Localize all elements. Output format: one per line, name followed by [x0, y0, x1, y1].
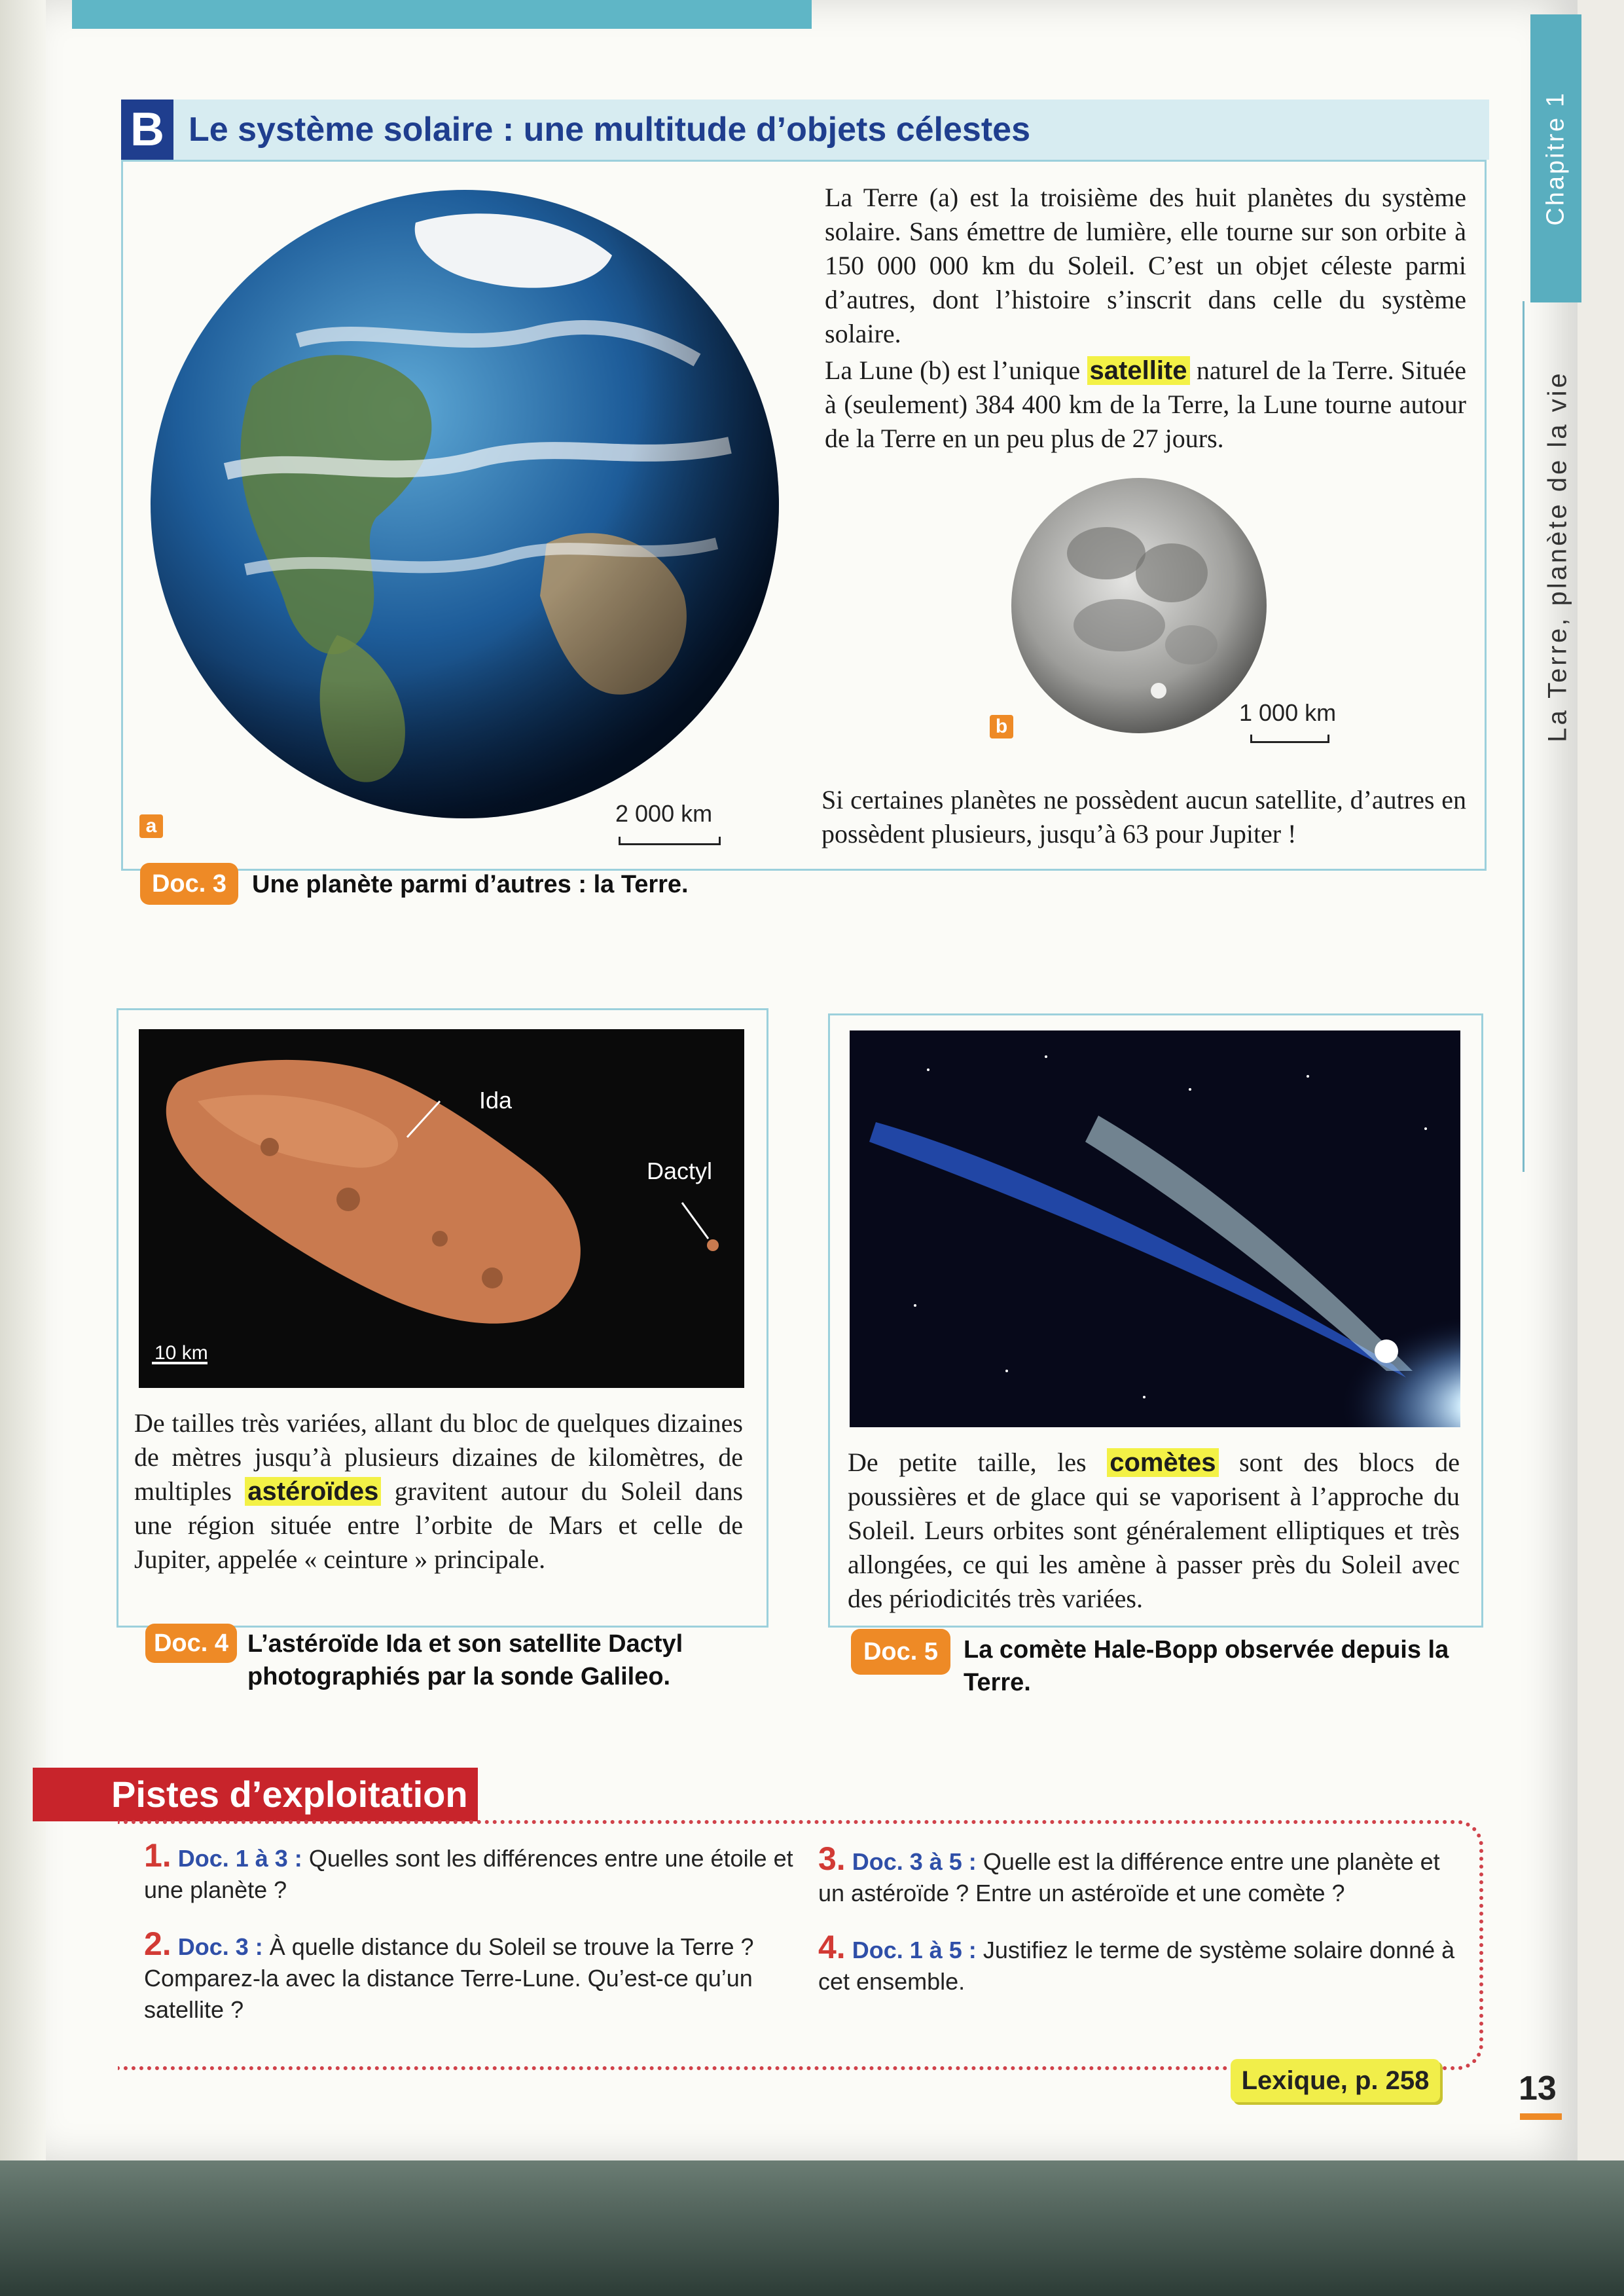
doc3-paragraph-2-start: La Lune (b) est l’unique: [825, 355, 1081, 385]
background-below-page: [0, 2160, 1624, 2296]
question-2-docs: Doc. 3 :: [177, 1933, 263, 1960]
term-asteroides: astéroïdes: [245, 1477, 381, 1506]
doc5-text-end: sont des blocs de poussières et de glace qui se vaporisent à l’approche du Soleil. Leurs orbites sont généralement elliptiques et très allongées, ce qui les amène à passer près du Soleil avec des périodicités très variées.: [848, 1448, 1460, 1613]
asteroid-scale-label: 10 km: [154, 1342, 208, 1364]
doc4-caption: L’astéroïde Ida et son satellite Dactyl photographiés par la sonde Galileo.: [247, 1630, 683, 1690]
question-3-docs: Doc. 3 à 5 :: [852, 1848, 977, 1875]
doc5-text: [848, 1446, 1460, 1616]
page-number: 13: [1519, 2069, 1557, 2107]
doc5-badge: Doc. 5: [851, 1629, 950, 1675]
question-4-docs: Doc. 1 à 5 :: [852, 1937, 977, 1963]
doc4-text: [134, 1406, 743, 1576]
section-letter: B: [121, 100, 173, 160]
question-3-text: Quelle est la différence entre une planète et un astéroïde ? Entre un astéroïde et une comète ?: [818, 1848, 1440, 1906]
label-ida: Ida: [479, 1087, 513, 1114]
doc4-text-end: gravitent autour du Soleil dans une région située entre l’orbite de Mars et celle de Jupiter, appelée « ceinture » principale.: [134, 1476, 744, 1574]
term-cometes: comètes: [1107, 1448, 1218, 1477]
chapter-subtitle: [1538, 308, 1578, 805]
lexique-link[interactable]: Lexique, p. 258: [1231, 2059, 1440, 2102]
question-2: [144, 1925, 799, 2026]
section-title: Le système solaire : une multitude d’objets célestes: [189, 111, 1030, 149]
question-4-text: Justifiez le terme de système solaire donné à cet ensemble.: [818, 1937, 1455, 1995]
question-1: [144, 1837, 799, 1906]
question-4: [818, 1931, 1460, 1997]
chapter-tab: [1530, 14, 1581, 302]
moon-scale-label: 1 000 km: [1239, 699, 1337, 726]
doc4-badge: Doc. 4: [145, 1624, 237, 1663]
earth-image: [141, 177, 789, 831]
doc3-paragraph-1: La Terre (a) est la troisième des huit planètes du système solaire. Sans émettre de lumière, elle tourne sur son orbite à 150 000 000 km du Soleil. C’est un objet céleste parmi d’autres, dont l’histoire s’inscrit dans celle du système solaire.: [825, 183, 1466, 348]
chapter-divider: [1523, 301, 1525, 1172]
comet-photo: [850, 1030, 1460, 1427]
doc3-paragraph-3: Si certaines planètes ne possèdent aucun satellite, d’autres en possèdent plusieurs, jusqu’à 63 pour Jupiter !: [821, 785, 1466, 848]
moon-scale-bar: [1250, 735, 1329, 743]
question-1-text: Quelles sont les différences entre une étoile et une planète ?: [144, 1845, 793, 1903]
page-number-underline: [1520, 2113, 1562, 2120]
page-gutter: [0, 0, 46, 2160]
doc5-caption: La comète Hale-Bopp observée depuis la Terre.: [964, 1636, 1449, 1696]
top-color-strip: [72, 0, 812, 29]
doc3-paragraph-2: [825, 354, 1466, 456]
doc4-text-start: De tailles très variées, allant du bloc de quelques dizaines de mètres jusqu’à plusieurs dizaines de kilomètres, de multiples: [134, 1408, 743, 1506]
earth-scale-label: 2 000 km: [615, 800, 713, 827]
doc3-badge: Doc. 3: [140, 863, 238, 905]
pistes-header: Pistes d’exploitation: [33, 1768, 478, 1821]
earth-scale-bar: [619, 837, 721, 845]
question-1-number: 1.: [144, 1837, 171, 1874]
doc3-caption: Une planète parmi d’autres : la Terre.: [252, 871, 689, 898]
moon-label: b: [990, 715, 1013, 738]
question-3: [818, 1840, 1460, 1909]
doc3-paragraph-2-end: naturel de la Terre. Située à (seulement) 384 400 km de la Terre, la Lune tourne autour de la Terre en un peu plus de 27 jours.: [825, 355, 1467, 453]
question-3-number: 3.: [818, 1840, 846, 1877]
asteroid-photo: [139, 1029, 744, 1388]
moon-image: [1008, 475, 1270, 737]
question-2-number: 2.: [144, 1925, 171, 1962]
question-2-text: À quelle distance du Soleil se trouve la Terre ? Comparez-la avec la distance Terre-Lune. Qu’est-ce qu’un satellite ?: [144, 1933, 754, 2023]
term-satellite: satellite: [1087, 356, 1190, 385]
chapter-subtitle-label: La Terre, planète de la vie: [1543, 371, 1572, 742]
doc5-text-start: De petite taille, les: [848, 1448, 1087, 1477]
chapter-tab-label: Chapitre 1: [1542, 91, 1570, 226]
question-1-docs: Doc. 1 à 3 :: [177, 1845, 302, 1872]
question-4-number: 4.: [818, 1929, 846, 1965]
label-dactyl: Dactyl: [647, 1157, 713, 1184]
earth-label: a: [139, 814, 163, 838]
